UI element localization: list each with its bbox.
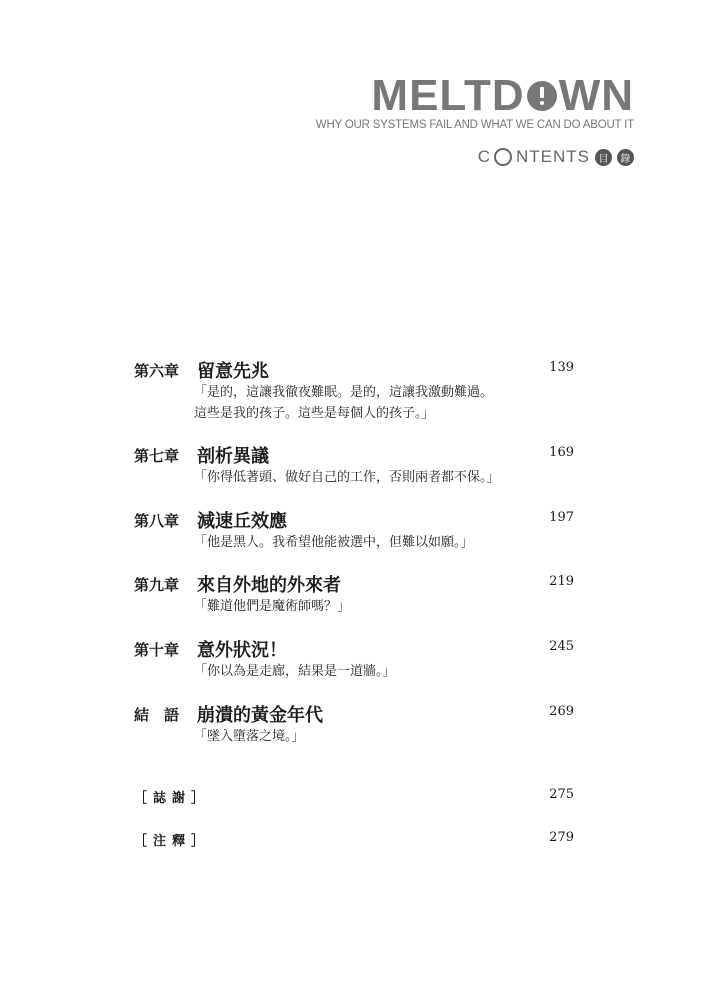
page-number: 169 <box>549 445 574 460</box>
chapter-title: 來自外地的外來者 <box>197 575 341 596</box>
chapter-title: 崩潰的黃金年代 <box>197 705 323 726</box>
chapter-title: 留意先兆 <box>197 361 269 382</box>
chapter-label: 第十章 <box>134 641 180 659</box>
contents-badge-mu: 目 <box>595 149 612 166</box>
chapter-label: 第九章 <box>134 576 180 594</box>
chapter-label: 第七章 <box>134 447 180 465</box>
chapter-label: 第六章 <box>134 362 180 380</box>
contents-heading: C NTENTS 目 錄 <box>316 147 634 167</box>
chapter-label: 結 語 <box>134 706 180 724</box>
chapter-label: 第八章 <box>134 512 180 530</box>
chapter-quote: 「你得低著頭、做好自己的工作，否則兩者都不保。」 <box>194 470 500 485</box>
page-number: 219 <box>549 574 574 589</box>
section-label: ［注釋］ <box>134 834 211 849</box>
page-number: 269 <box>549 704 574 719</box>
chapter-quote: 「是的，這讓我徹夜難眠。是的，這讓我激動難過。 這些是我的孩子。這些是每個人的孩子。」 <box>194 385 494 421</box>
book-subtitle: WHY OUR SYSTEMS FAIL AND WHAT WE CAN DO ABOUT IT <box>315 119 634 131</box>
chapter-title: 意外狀況！ <box>197 640 287 661</box>
chapter-title: 減速丘效應 <box>197 511 287 532</box>
chapter-quote: 「他是黑人。我希望他能被選中，但難以如願。」 <box>194 535 474 550</box>
page-number: 279 <box>549 830 574 845</box>
chapter-quote: 「墜入墮落之境。」 <box>194 729 305 744</box>
section-label: ［誌謝］ <box>134 791 211 806</box>
book-title-logo: MELTD WN <box>371 71 634 120</box>
contents-badge-lu: 錄 <box>617 149 634 166</box>
page-number: 275 <box>549 787 574 802</box>
page-number: 197 <box>549 510 574 525</box>
page-number: 139 <box>549 360 574 375</box>
page-number: 245 <box>549 639 574 654</box>
chapter-quote: 「難道他們是魔術師嗎？」 <box>194 599 351 614</box>
chapter-title: 剖析異議 <box>197 446 269 467</box>
chapter-quote: 「你以為是走廊，結果是一道牆。」 <box>194 664 396 679</box>
